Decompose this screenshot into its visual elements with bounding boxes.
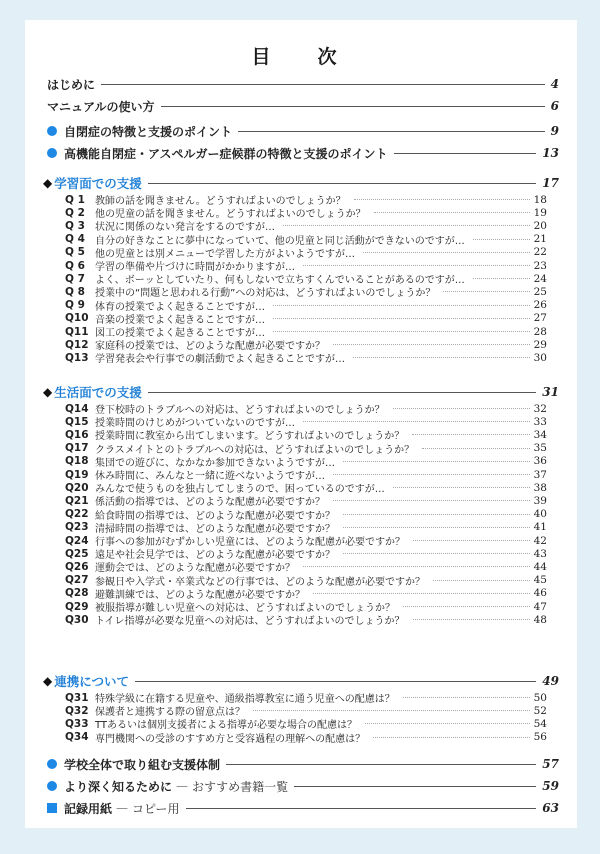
page-number: 49 xyxy=(542,674,559,688)
page-number: 59 xyxy=(542,779,559,793)
question-entry[interactable] xyxy=(65,717,547,730)
question-entry[interactable] xyxy=(65,312,547,325)
dot-leader xyxy=(365,723,530,724)
question-text: 係活動の指導では、どのような配慮が必要ですか？ xyxy=(95,497,325,509)
question-entry[interactable] xyxy=(65,193,547,206)
question-entry[interactable] xyxy=(65,325,547,338)
question-text: 体育の授業でよく起きることですが… xyxy=(95,301,265,313)
question-number: Q 6 xyxy=(65,259,85,272)
question-text: 遠足や社会見学では、どのような配慮が必要ですか？ xyxy=(95,550,335,562)
page-number: 13 xyxy=(542,146,559,160)
dash-separator: — xyxy=(176,779,189,793)
question-number: Q21 xyxy=(65,494,89,507)
dot-leader xyxy=(413,619,530,620)
dot-leader xyxy=(343,553,530,554)
dot-leader xyxy=(343,461,530,462)
page-number: 17 xyxy=(542,176,559,190)
question-entry[interactable] xyxy=(65,299,547,312)
circle-bullet-icon xyxy=(47,759,57,769)
question-entry[interactable] xyxy=(65,534,547,547)
question-entry[interactable] xyxy=(65,613,547,626)
question-text: クラスメイトとのトラブルへの対応は、どうすればよいのでしょうか？ xyxy=(95,444,415,456)
toc-entry[interactable] xyxy=(47,755,559,773)
question-text: 行事への参加がむずかしい児童には、どのような配慮が必要ですか？ xyxy=(95,537,405,548)
dot-leader xyxy=(273,331,530,332)
page-number: 39 xyxy=(533,494,547,507)
question-text: よく、ボーッとしていたり、何もしないで立ちすくんでいることがあるのですが… xyxy=(95,275,465,287)
dot-leader xyxy=(403,697,530,698)
dot-leader xyxy=(313,593,530,594)
question-text: トイレ指導が必要な児童への対応は、どうすればよいのでしょうか？ xyxy=(95,616,405,628)
leader-line xyxy=(101,84,545,85)
section-heading[interactable] xyxy=(43,383,559,401)
question-entry[interactable] xyxy=(65,285,547,298)
dash-separator: — xyxy=(116,801,129,815)
question-entry[interactable] xyxy=(65,428,547,441)
question-number: Q11 xyxy=(65,325,89,338)
page-number: 57 xyxy=(542,757,559,771)
diamond-icon: ◆ xyxy=(43,674,53,688)
page-number: 52 xyxy=(533,704,547,717)
question-number: Q32 xyxy=(65,704,89,717)
question-text: 給食時間の指導では、どのような配慮が必要ですか？ xyxy=(95,510,335,522)
dot-leader xyxy=(363,252,530,253)
question-number: Q13 xyxy=(65,351,89,364)
question-text: 運動会では、どのような配慮が必要ですか？ xyxy=(95,563,295,575)
question-entry[interactable] xyxy=(65,691,547,704)
question-text: 音楽の授業でよく起きることですが… xyxy=(95,314,265,326)
question-text: 状況に関係のない発言をするのですが… xyxy=(95,222,275,234)
question-number: Q 4 xyxy=(65,233,85,246)
page-number: 47 xyxy=(533,600,547,613)
question-number: Q24 xyxy=(65,534,89,547)
question-number: Q 9 xyxy=(65,299,85,312)
diamond-icon: ◆ xyxy=(43,385,53,399)
page-number: 24 xyxy=(533,272,547,285)
question-entry[interactable] xyxy=(65,494,547,507)
page-number: 30 xyxy=(533,351,547,364)
question-number: Q27 xyxy=(65,574,89,587)
question-number: Q12 xyxy=(65,338,89,351)
question-text: 登下校時のトラブルへの対応は、どうすればよいのでしょうか？ xyxy=(95,405,385,416)
dot-leader xyxy=(374,212,530,213)
question-text: TTあるいは個別支援者による指導が必要な場合の配慮は？ xyxy=(95,720,358,732)
page-number: 50 xyxy=(533,691,547,704)
leader-line xyxy=(148,183,537,184)
page-number: 27 xyxy=(533,312,547,325)
dot-leader xyxy=(373,737,530,738)
question-text: 他の児童とは別メニューで学習した方がよいようですが… xyxy=(95,248,355,260)
dot-leader xyxy=(253,710,530,711)
page-number: 37 xyxy=(533,468,547,481)
entry-label: より深く知るために xyxy=(64,779,173,794)
dot-leader xyxy=(433,580,530,581)
question-entry[interactable] xyxy=(65,560,547,573)
dot-leader xyxy=(473,278,530,279)
circle-bullet-icon xyxy=(47,781,57,791)
circle-bullet-icon xyxy=(47,148,57,158)
page-number: 34 xyxy=(533,428,547,441)
leader-line xyxy=(186,808,537,809)
question-number: Q 7 xyxy=(65,272,85,285)
circle-bullet-icon xyxy=(47,126,57,136)
question-entry[interactable] xyxy=(65,272,547,285)
question-text: 家庭科の授業では、どのような配慮が必要ですか？ xyxy=(95,341,325,353)
page-number: 35 xyxy=(533,442,547,455)
dot-leader xyxy=(443,291,529,292)
question-text: 他の児童の話を聞きません。どうすればよいのでしょうか？ xyxy=(95,209,366,221)
question-text: 図工の授業でよく起きることですが… xyxy=(95,328,265,339)
page-number: 36 xyxy=(533,455,547,468)
page-number: 9 xyxy=(550,124,559,138)
entry-label: マニュアルの使い方 xyxy=(47,99,155,114)
question-entry[interactable] xyxy=(65,219,547,232)
question-entry[interactable] xyxy=(65,233,547,246)
question-entry[interactable] xyxy=(65,455,547,468)
toc-entry[interactable] xyxy=(47,122,559,140)
dot-leader xyxy=(303,421,530,422)
dot-leader xyxy=(413,540,530,541)
page-number: 19 xyxy=(533,206,547,219)
page-number: 28 xyxy=(533,325,547,338)
question-number: Q30 xyxy=(65,613,89,626)
page-number: 23 xyxy=(533,259,547,272)
toc-entry[interactable] xyxy=(47,97,559,115)
page-number: 48 xyxy=(533,613,547,626)
question-number: Q15 xyxy=(65,415,89,428)
question-text: 休み時間に、みんなと一緒に遊べないようですが… xyxy=(95,471,325,482)
leader-line xyxy=(135,681,536,682)
question-entry[interactable] xyxy=(65,731,547,744)
question-text: 専門機関への受診のすすめ方と受容過程の理解への配慮は？ xyxy=(95,733,366,745)
question-number: Q28 xyxy=(65,587,89,600)
section-label: 学習面での支援 xyxy=(54,176,142,191)
dot-leader xyxy=(333,344,530,345)
dot-leader xyxy=(343,527,530,528)
question-entry[interactable] xyxy=(65,415,547,428)
page-number: 41 xyxy=(533,521,547,534)
dot-leader xyxy=(303,566,530,567)
question-entry[interactable] xyxy=(65,481,547,494)
question-entry[interactable] xyxy=(65,521,547,534)
question-number: Q19 xyxy=(65,468,89,481)
dot-leader xyxy=(353,357,530,358)
entry-label: 高機能自閉症・アスペルガー症候群の特徴と支援のポイント xyxy=(64,146,388,161)
question-number: Q 8 xyxy=(65,285,85,298)
question-number: Q17 xyxy=(65,442,89,455)
question-number: Q 5 xyxy=(65,246,85,259)
page-number: 56 xyxy=(533,731,547,744)
entry-label: 記録用紙 xyxy=(64,801,113,816)
question-number: Q10 xyxy=(65,312,89,325)
section-heading[interactable] xyxy=(43,174,559,192)
dot-leader xyxy=(333,474,530,475)
page-number: 46 xyxy=(533,587,547,600)
entry-sublabel: コピー用 xyxy=(132,801,180,816)
question-text: 清掃時間の指導では、どのような配慮が必要ですか？ xyxy=(95,523,335,535)
leader-line xyxy=(161,106,545,107)
question-number: Q16 xyxy=(65,428,89,441)
dot-leader xyxy=(354,199,530,200)
toc-title: 目 次 xyxy=(251,46,351,68)
question-number: Q 1 xyxy=(65,193,85,206)
question-text: 参観日や入学式・卒業式などの行事では、どのような配慮が必要ですか？ xyxy=(95,576,425,588)
question-text: 特殊学級に在籍する児童や、通級指導教室に通う児童への配慮は？ xyxy=(95,694,395,705)
dot-leader xyxy=(303,265,530,266)
question-number: Q22 xyxy=(65,508,89,521)
question-number: Q26 xyxy=(65,560,89,573)
question-number: Q14 xyxy=(65,402,89,415)
question-entry[interactable] xyxy=(65,468,547,481)
question-entry[interactable] xyxy=(65,246,547,259)
question-entry[interactable] xyxy=(65,442,547,455)
question-text: 避難訓練では、どのような配慮が必要ですか？ xyxy=(95,589,305,601)
question-entry[interactable] xyxy=(65,402,547,415)
toc-entry[interactable] xyxy=(47,777,559,795)
entry-sublabel: おすすめ書籍一覧 xyxy=(192,779,289,794)
page-number: 22 xyxy=(533,246,547,259)
entry-label: 学校全体で取り組む支援体制 xyxy=(64,757,221,772)
question-text: 授業中の“問題と思われる行動”への対応は、どうすればよいのでしょうか？ xyxy=(95,288,436,300)
question-entry[interactable] xyxy=(65,574,547,587)
question-entry[interactable] xyxy=(65,547,547,560)
question-number: Q29 xyxy=(65,600,89,613)
question-number: Q31 xyxy=(65,691,89,704)
question-number: Q34 xyxy=(65,731,89,744)
question-number: Q23 xyxy=(65,521,89,534)
entry-label: はじめに xyxy=(47,77,96,92)
page-number: 63 xyxy=(542,801,559,815)
section-heading[interactable] xyxy=(43,672,559,690)
dot-leader xyxy=(273,305,530,306)
question-number: Q 3 xyxy=(65,219,85,232)
dot-leader xyxy=(393,408,530,409)
page-number: 54 xyxy=(533,717,547,730)
question-text: 授業時間のけじめがついていないのですが… xyxy=(95,418,295,430)
dot-leader xyxy=(393,487,530,488)
question-text: 被服指導が難しい児童への対応は、どうすればよいのでしょうか？ xyxy=(95,603,395,614)
question-text: 教師の話を聞きません。どうすればよいのでしょうか？ xyxy=(95,196,346,207)
leader-line xyxy=(226,764,536,765)
question-entry[interactable] xyxy=(65,508,547,521)
dot-leader xyxy=(343,514,530,515)
question-number: Q 2 xyxy=(65,206,85,219)
question-entry[interactable] xyxy=(65,338,547,351)
dot-leader xyxy=(412,434,529,435)
question-number: Q20 xyxy=(65,481,89,494)
page-number: 31 xyxy=(542,385,559,399)
section-label: 生活面での支援 xyxy=(54,385,142,400)
page-number: 38 xyxy=(533,481,547,494)
leader-line xyxy=(238,131,545,132)
question-entry[interactable] xyxy=(65,206,547,219)
question-entry[interactable] xyxy=(65,587,547,600)
page-number: 21 xyxy=(533,233,547,246)
square-bullet-icon xyxy=(47,803,57,813)
entry-label: 自閉症の特徴と支援のポイント xyxy=(64,124,233,139)
question-number: Q33 xyxy=(65,717,89,730)
toc-entry[interactable] xyxy=(47,144,559,162)
page-number: 40 xyxy=(533,508,547,521)
question-number: Q25 xyxy=(65,547,89,560)
question-text: 学習発表会や行事での劇活動でよく起きることですが… xyxy=(95,354,345,366)
question-text: 保護者と連携する際の留意点は？ xyxy=(95,707,245,719)
dot-leader xyxy=(283,225,530,226)
page-number: 43 xyxy=(533,547,547,560)
toc-entry[interactable] xyxy=(47,75,559,93)
dot-leader xyxy=(422,448,530,449)
page-number: 6 xyxy=(550,99,559,113)
page-number: 25 xyxy=(533,285,547,298)
leader-line xyxy=(294,786,536,787)
dot-leader xyxy=(333,500,530,501)
question-entry[interactable] xyxy=(65,704,547,717)
dot-leader xyxy=(473,239,530,240)
question-entry[interactable] xyxy=(65,259,547,272)
page-number: 33 xyxy=(533,415,547,428)
page-number: 4 xyxy=(550,77,559,91)
toc-entry[interactable] xyxy=(47,799,559,817)
page-number: 18 xyxy=(533,193,547,206)
question-text: 学習の準備や片づけに時間がかかりますが… xyxy=(95,262,295,273)
question-text: 自分の好きなことに夢中になっていて、他の児童と同じ活動ができないのですが… xyxy=(95,235,465,247)
question-text: 授業時間に教室から出てしまいます。どうすればよいのでしょうか？ xyxy=(95,431,405,443)
page-number: 45 xyxy=(533,574,547,587)
question-text: みんなで使うものを独占してしまうので、困っているのですが… xyxy=(95,484,385,496)
question-entry[interactable] xyxy=(65,600,547,613)
question-text: 集団での遊びに、なかなか参加できないようですが… xyxy=(95,457,335,469)
diamond-icon: ◆ xyxy=(43,176,53,190)
page-number: 26 xyxy=(533,299,547,312)
page-number: 42 xyxy=(533,534,547,547)
toc-page xyxy=(25,20,577,828)
leader-line xyxy=(394,153,537,154)
page-number: 44 xyxy=(533,560,547,573)
page-number: 32 xyxy=(533,402,547,415)
dot-leader xyxy=(403,606,530,607)
leader-line xyxy=(148,392,537,393)
question-entry[interactable] xyxy=(65,351,547,364)
page-number: 20 xyxy=(533,219,547,232)
page-number: 29 xyxy=(533,338,547,351)
question-number: Q18 xyxy=(65,455,89,468)
dot-leader xyxy=(273,318,530,319)
section-label: 連携について xyxy=(54,674,129,689)
